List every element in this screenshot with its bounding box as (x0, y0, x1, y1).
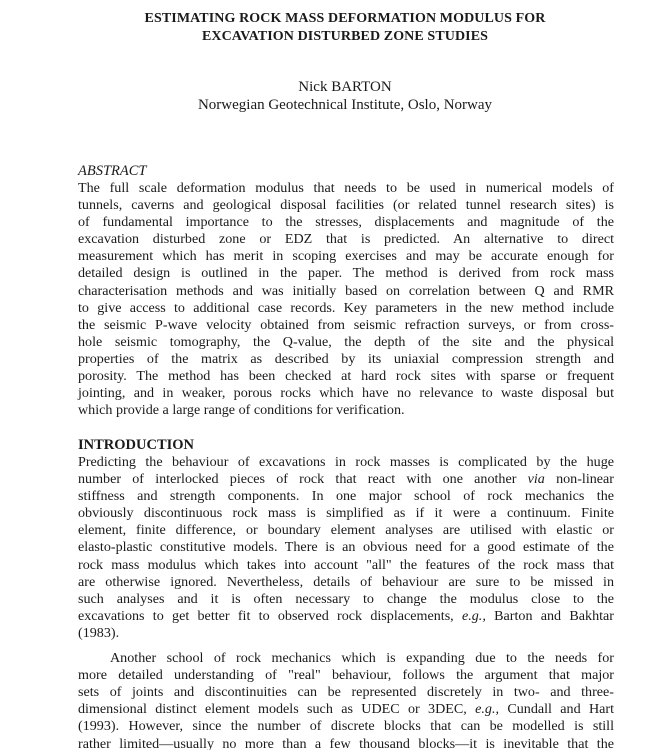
title-line-2: EXCAVATION DISTURBED ZONE STUDIES (201, 29, 489, 44)
intro-text: dimensional distinct element models such as UDEC or 3DEC, (78, 701, 476, 718)
paragraph-spacer (78, 642, 614, 650)
introduction-heading: INTRODUCTION (78, 437, 195, 453)
abstract-section (78, 163, 614, 419)
intro-italic-eg: e.g., (475, 701, 499, 718)
intro-italic-via: via (527, 471, 545, 488)
intro-line: Predicting the behaviour of excavations in rock masses is complicated by the huge (78, 454, 614, 470)
abstract-line: porosity. The method has been checked at hard rock sites with sparse or frequent (78, 368, 614, 385)
intro-line: rather limited—usually no more than a few thousand blocks—it is inevitable that the (78, 735, 614, 750)
intro-line: (1993). However, since the number of discrete blocks that can be modelled is still (78, 718, 614, 735)
intro-line: are otherwise ignored. Nevertheless, details of behaviour are sure to be missed in (78, 573, 614, 590)
author-block (0, 78, 660, 114)
abstract-line: tunnels, caverns and geological disposal facilities (or related tunnel research sites) is (78, 197, 614, 214)
abstract-line: to give access to additional case records. Key parameters in the new method include (78, 299, 614, 316)
author-name: Nick BARTON (298, 79, 392, 95)
abstract-line: measurement which has merit in scoping exercises and may be accurate enough for (78, 248, 614, 265)
abstract-line: hole seismic tomography, the Q-value, the depth of the site and the physical (78, 333, 614, 350)
author-affiliation: Norwegian Geotechnical Institute, Oslo, Norway (197, 97, 493, 113)
intro-line: elasto-plastic constitutive models. There is an obvious need for a good estimate of the (78, 539, 614, 556)
intro-line: more detailed understanding of "real" behaviour, follows the argument that major (78, 667, 614, 684)
intro-line (78, 608, 614, 625)
title-line-1: ESTIMATING ROCK MASS DEFORMATION MODULUS FOR (144, 11, 546, 26)
abstract-line: which provide a large range of conditions for verification. (78, 402, 405, 419)
intro-text: Barton and Bakhtar (485, 607, 614, 624)
intro-line (78, 701, 614, 718)
abstract-line: properties of the matrix as described by its uniaxial compression strength and (78, 350, 614, 367)
abstract-line: The full scale deformation modulus that needs to be used in numerical models of (78, 180, 614, 196)
abstract-body (78, 180, 614, 419)
intro-line: sets of joints and discontinuities can be represented discretely in two- and three- (78, 684, 614, 701)
paper-title (0, 10, 660, 46)
intro-italic-eg: e.g., (461, 607, 486, 624)
intro-text: number of interlocked pieces of rock that react with one another (78, 471, 528, 488)
abstract-line: detailed design is outlined in the paper. The method is derived from rock mass (78, 265, 614, 282)
intro-line: obviously discontinuous rock mass is simplified as if it were a continuum. Finite (78, 505, 614, 522)
abstract-heading: ABSTRACT (78, 163, 147, 179)
intro-line: rock mass modulus which takes into account "all" the features of the rock mass that (78, 556, 614, 573)
intro-line (78, 471, 614, 488)
abstract-line: characterisation methods and was initially based on correlation between Q and RMR (78, 282, 614, 299)
intro-line: such analyses and it is often necessary to change the modulus close to the (78, 590, 614, 607)
abstract-line: the seismic P-wave velocity obtained from seismic refraction surveys, or from cross- (78, 316, 614, 333)
intro-text: Cundall and Hart (499, 701, 615, 718)
introduction-paragraph-2 (78, 650, 614, 750)
intro-line: stiffness and strength components. In one major school of rock mechanics the (78, 488, 614, 505)
abstract-line: of fundamental importance to the stresses, displacements and magnitude of the (78, 214, 614, 231)
introduction-section (78, 436, 614, 750)
abstract-line: jointing, and in weaker, porous rocks which have no relevance to waste disposal but (78, 385, 614, 402)
intro-text: non-linear (544, 471, 614, 488)
intro-line: (1983). (78, 624, 120, 641)
introduction-paragraph-1 (78, 454, 614, 642)
abstract-line: excavation disturbed zone or EDZ that is predicted. An alternative to direct (78, 231, 614, 248)
intro-text: excavations to get better fit to observed rock displacements, (78, 607, 462, 624)
intro-line: element, finite difference, or boundary element analyses are utilised with elastic or (78, 522, 614, 539)
intro-line: Another school of rock mechanics which is expanding due to the needs for (110, 650, 614, 667)
